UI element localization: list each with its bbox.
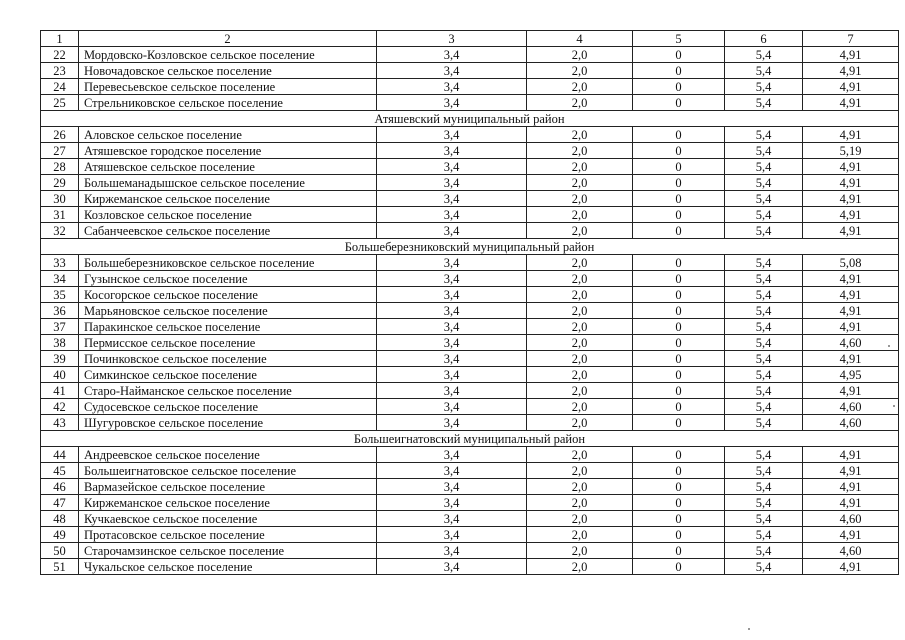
scan-speck bbox=[748, 628, 750, 630]
settlement-name: Шугуровское сельское поселение bbox=[79, 415, 377, 431]
col-3-value: 3,4 bbox=[377, 383, 527, 399]
settlement-name: Старо-Найманское сельское поселение bbox=[79, 383, 377, 399]
col-7-value: 4,91 bbox=[803, 495, 899, 511]
table-row bbox=[41, 287, 899, 303]
col-5-value: 0 bbox=[633, 319, 725, 335]
col-7-value: 4,91 bbox=[803, 463, 899, 479]
col-5-value: 0 bbox=[633, 223, 725, 239]
table-header bbox=[41, 31, 899, 47]
settlements-table bbox=[40, 30, 899, 575]
col-3-value: 3,4 bbox=[377, 191, 527, 207]
col-3-value: 3,4 bbox=[377, 447, 527, 463]
col-5-value: 0 bbox=[633, 415, 725, 431]
col-6-value: 5,4 bbox=[725, 79, 803, 95]
col-6-value: 5,4 bbox=[725, 175, 803, 191]
row-number: 26 bbox=[41, 127, 79, 143]
col-7-value: 4,91 bbox=[803, 175, 899, 191]
section-row bbox=[41, 239, 899, 255]
col-3-value: 3,4 bbox=[377, 255, 527, 271]
col-4-value: 2,0 bbox=[527, 271, 633, 287]
col-4-value: 2,0 bbox=[527, 447, 633, 463]
row-number: 25 bbox=[41, 95, 79, 111]
col-3-value: 3,4 bbox=[377, 79, 527, 95]
col-4-value: 2,0 bbox=[527, 143, 633, 159]
row-number: 49 bbox=[41, 527, 79, 543]
col-3-value: 3,4 bbox=[377, 143, 527, 159]
col-3-value: 3,4 bbox=[377, 271, 527, 287]
col-4-value: 2,0 bbox=[527, 223, 633, 239]
col-4-value: 2,0 bbox=[527, 463, 633, 479]
row-number: 40 bbox=[41, 367, 79, 383]
row-number: 37 bbox=[41, 319, 79, 335]
settlement-name: Починковское сельское поселение bbox=[79, 351, 377, 367]
col-4-value: 2,0 bbox=[527, 287, 633, 303]
settlement-name: Новочадовское сельское поселение bbox=[79, 63, 377, 79]
col-7-value: 4,91 bbox=[803, 47, 899, 63]
header-col-7: 7 bbox=[803, 31, 899, 47]
col-7-value: 4,91 bbox=[803, 207, 899, 223]
col-3-value: 3,4 bbox=[377, 63, 527, 79]
col-5-value: 0 bbox=[633, 63, 725, 79]
col-5-value: 0 bbox=[633, 143, 725, 159]
col-7-value: 4,60 bbox=[803, 335, 899, 351]
col-3-value: 3,4 bbox=[377, 463, 527, 479]
col-4-value: 2,0 bbox=[527, 175, 633, 191]
col-3-value: 3,4 bbox=[377, 303, 527, 319]
col-7-value: 4,91 bbox=[803, 319, 899, 335]
col-7-value: 4,91 bbox=[803, 271, 899, 287]
col-6-value: 5,4 bbox=[725, 367, 803, 383]
scan-speck bbox=[893, 405, 895, 407]
settlement-name: Старочамзинское сельское поселение bbox=[79, 543, 377, 559]
header-col-6: 6 bbox=[725, 31, 803, 47]
col-6-value: 5,4 bbox=[725, 479, 803, 495]
col-4-value: 2,0 bbox=[527, 127, 633, 143]
table-row bbox=[41, 271, 899, 287]
col-7-value: 4,60 bbox=[803, 511, 899, 527]
scan-speck bbox=[888, 345, 890, 347]
col-6-value: 5,4 bbox=[725, 399, 803, 415]
col-4-value: 2,0 bbox=[527, 303, 633, 319]
col-6-value: 5,4 bbox=[725, 319, 803, 335]
col-4-value: 2,0 bbox=[527, 191, 633, 207]
col-3-value: 3,4 bbox=[377, 287, 527, 303]
col-4-value: 2,0 bbox=[527, 367, 633, 383]
table-row bbox=[41, 463, 899, 479]
table-body bbox=[41, 47, 899, 575]
col-5-value: 0 bbox=[633, 383, 725, 399]
row-number: 38 bbox=[41, 335, 79, 351]
row-number: 33 bbox=[41, 255, 79, 271]
col-3-value: 3,4 bbox=[377, 127, 527, 143]
col-5-value: 0 bbox=[633, 367, 725, 383]
col-5-value: 0 bbox=[633, 271, 725, 287]
col-7-value: 4,95 bbox=[803, 367, 899, 383]
col-5-value: 0 bbox=[633, 79, 725, 95]
table-row bbox=[41, 79, 899, 95]
row-number: 29 bbox=[41, 175, 79, 191]
col-5-value: 0 bbox=[633, 399, 725, 415]
settlement-name: Атяшевское сельское поселение bbox=[79, 159, 377, 175]
row-number: 30 bbox=[41, 191, 79, 207]
settlement-name: Кучкаевское сельское поселение bbox=[79, 511, 377, 527]
col-6-value: 5,4 bbox=[725, 191, 803, 207]
settlement-name: Косогорское сельское поселение bbox=[79, 287, 377, 303]
col-5-value: 0 bbox=[633, 511, 725, 527]
table-row bbox=[41, 495, 899, 511]
settlement-name: Перевесьевское сельское поселение bbox=[79, 79, 377, 95]
table-row bbox=[41, 255, 899, 271]
district-title: Большеберезниковский муниципальный район bbox=[41, 239, 899, 255]
col-7-value: 4,60 bbox=[803, 543, 899, 559]
row-number: 50 bbox=[41, 543, 79, 559]
col-4-value: 2,0 bbox=[527, 255, 633, 271]
col-4-value: 2,0 bbox=[527, 47, 633, 63]
table-row bbox=[41, 351, 899, 367]
col-7-value: 4,91 bbox=[803, 351, 899, 367]
header-col-2: 2 bbox=[79, 31, 377, 47]
col-5-value: 0 bbox=[633, 255, 725, 271]
col-5-value: 0 bbox=[633, 95, 725, 111]
district-title: Атяшевский муниципальный район bbox=[41, 111, 899, 127]
row-number: 47 bbox=[41, 495, 79, 511]
col-4-value: 2,0 bbox=[527, 511, 633, 527]
col-5-value: 0 bbox=[633, 543, 725, 559]
row-number: 45 bbox=[41, 463, 79, 479]
col-6-value: 5,4 bbox=[725, 447, 803, 463]
col-5-value: 0 bbox=[633, 303, 725, 319]
table-row bbox=[41, 383, 899, 399]
table-row bbox=[41, 335, 899, 351]
settlement-name: Аловское сельское поселение bbox=[79, 127, 377, 143]
col-6-value: 5,4 bbox=[725, 543, 803, 559]
col-6-value: 5,4 bbox=[725, 223, 803, 239]
col-5-value: 0 bbox=[633, 127, 725, 143]
col-4-value: 2,0 bbox=[527, 415, 633, 431]
col-5-value: 0 bbox=[633, 559, 725, 575]
row-number: 27 bbox=[41, 143, 79, 159]
settlement-name: Большеигнатовское сельское поселение bbox=[79, 463, 377, 479]
table-row bbox=[41, 223, 899, 239]
col-6-value: 5,4 bbox=[725, 255, 803, 271]
district-title: Большеигнатовский муниципальный район bbox=[41, 431, 899, 447]
col-4-value: 2,0 bbox=[527, 559, 633, 575]
col-3-value: 3,4 bbox=[377, 95, 527, 111]
table-row bbox=[41, 207, 899, 223]
col-4-value: 2,0 bbox=[527, 95, 633, 111]
col-7-value: 5,19 bbox=[803, 143, 899, 159]
col-3-value: 3,4 bbox=[377, 47, 527, 63]
settlement-name: Симкинское сельское поселение bbox=[79, 367, 377, 383]
col-3-value: 3,4 bbox=[377, 527, 527, 543]
col-7-value: 4,91 bbox=[803, 383, 899, 399]
section-row bbox=[41, 431, 899, 447]
col-3-value: 3,4 bbox=[377, 159, 527, 175]
col-6-value: 5,4 bbox=[725, 495, 803, 511]
row-number: 46 bbox=[41, 479, 79, 495]
col-6-value: 5,4 bbox=[725, 527, 803, 543]
settlement-name: Паракинское сельское поселение bbox=[79, 319, 377, 335]
col-6-value: 5,4 bbox=[725, 271, 803, 287]
settlement-name: Андреевское сельское поселение bbox=[79, 447, 377, 463]
settlement-name: Мордовско-Козловское сельское поселение bbox=[79, 47, 377, 63]
col-4-value: 2,0 bbox=[527, 159, 633, 175]
col-5-value: 0 bbox=[633, 351, 725, 367]
settlement-name: Киржеманское сельское поселение bbox=[79, 495, 377, 511]
col-7-value: 4,91 bbox=[803, 63, 899, 79]
col-5-value: 0 bbox=[633, 207, 725, 223]
col-6-value: 5,4 bbox=[725, 159, 803, 175]
row-number: 51 bbox=[41, 559, 79, 575]
table-row bbox=[41, 63, 899, 79]
col-6-value: 5,4 bbox=[725, 383, 803, 399]
col-4-value: 2,0 bbox=[527, 79, 633, 95]
settlement-name: Марьяновское сельское поселение bbox=[79, 303, 377, 319]
col-6-value: 5,4 bbox=[725, 127, 803, 143]
col-4-value: 2,0 bbox=[527, 351, 633, 367]
col-7-value: 4,60 bbox=[803, 415, 899, 431]
col-5-value: 0 bbox=[633, 447, 725, 463]
col-3-value: 3,4 bbox=[377, 415, 527, 431]
settlement-name: Козловское сельское поселение bbox=[79, 207, 377, 223]
settlement-name: Киржеманское сельское поселение bbox=[79, 191, 377, 207]
table-row bbox=[41, 127, 899, 143]
table-row bbox=[41, 511, 899, 527]
col-3-value: 3,4 bbox=[377, 207, 527, 223]
table-row bbox=[41, 447, 899, 463]
table-row bbox=[41, 559, 899, 575]
col-6-value: 5,4 bbox=[725, 351, 803, 367]
col-5-value: 0 bbox=[633, 479, 725, 495]
table-row bbox=[41, 159, 899, 175]
col-5-value: 0 bbox=[633, 463, 725, 479]
col-3-value: 3,4 bbox=[377, 399, 527, 415]
header-col-3: 3 bbox=[377, 31, 527, 47]
col-6-value: 5,4 bbox=[725, 335, 803, 351]
row-number: 41 bbox=[41, 383, 79, 399]
settlement-name: Вармазейское сельское поселение bbox=[79, 479, 377, 495]
col-6-value: 5,4 bbox=[725, 415, 803, 431]
table-row bbox=[41, 47, 899, 63]
section-row bbox=[41, 111, 899, 127]
table-row bbox=[41, 399, 899, 415]
settlement-name: Сабанчеевское сельское поселение bbox=[79, 223, 377, 239]
col-6-value: 5,4 bbox=[725, 47, 803, 63]
col-3-value: 3,4 bbox=[377, 223, 527, 239]
col-5-value: 0 bbox=[633, 287, 725, 303]
row-number: 28 bbox=[41, 159, 79, 175]
col-7-value: 4,91 bbox=[803, 287, 899, 303]
col-4-value: 2,0 bbox=[527, 399, 633, 415]
col-5-value: 0 bbox=[633, 191, 725, 207]
col-4-value: 2,0 bbox=[527, 479, 633, 495]
col-3-value: 3,4 bbox=[377, 511, 527, 527]
settlement-name: Стрельниковское сельское поселение bbox=[79, 95, 377, 111]
settlement-name: Судосевское сельское поселение bbox=[79, 399, 377, 415]
col-6-value: 5,4 bbox=[725, 207, 803, 223]
col-7-value: 4,91 bbox=[803, 559, 899, 575]
header-col-5: 5 bbox=[633, 31, 725, 47]
table-row bbox=[41, 191, 899, 207]
row-number: 24 bbox=[41, 79, 79, 95]
row-number: 35 bbox=[41, 287, 79, 303]
row-number: 22 bbox=[41, 47, 79, 63]
row-number: 48 bbox=[41, 511, 79, 527]
table-row bbox=[41, 415, 899, 431]
col-4-value: 2,0 bbox=[527, 319, 633, 335]
col-7-value: 4,91 bbox=[803, 159, 899, 175]
row-number: 23 bbox=[41, 63, 79, 79]
table-row bbox=[41, 143, 899, 159]
settlement-name: Атяшевское городское поселение bbox=[79, 143, 377, 159]
col-7-value: 4,91 bbox=[803, 223, 899, 239]
row-number: 32 bbox=[41, 223, 79, 239]
settlement-name: Большеманадышское сельское поселение bbox=[79, 175, 377, 191]
row-number: 39 bbox=[41, 351, 79, 367]
col-5-value: 0 bbox=[633, 47, 725, 63]
col-4-value: 2,0 bbox=[527, 63, 633, 79]
header-row bbox=[41, 31, 899, 47]
col-7-value: 4,91 bbox=[803, 527, 899, 543]
row-number: 34 bbox=[41, 271, 79, 287]
col-5-value: 0 bbox=[633, 335, 725, 351]
col-7-value: 4,91 bbox=[803, 79, 899, 95]
row-number: 36 bbox=[41, 303, 79, 319]
settlement-name: Пермисское сельское поселение bbox=[79, 335, 377, 351]
col-7-value: 4,91 bbox=[803, 447, 899, 463]
settlement-name: Гузынское сельское поселение bbox=[79, 271, 377, 287]
col-4-value: 2,0 bbox=[527, 543, 633, 559]
col-6-value: 5,4 bbox=[725, 303, 803, 319]
settlement-name: Протасовское сельское поселение bbox=[79, 527, 377, 543]
col-6-value: 5,4 bbox=[725, 463, 803, 479]
col-3-value: 3,4 bbox=[377, 367, 527, 383]
header-col-4: 4 bbox=[527, 31, 633, 47]
col-6-value: 5,4 bbox=[725, 95, 803, 111]
col-7-value: 4,91 bbox=[803, 95, 899, 111]
settlement-name: Чукальское сельское поселение bbox=[79, 559, 377, 575]
col-7-value: 4,91 bbox=[803, 127, 899, 143]
col-6-value: 5,4 bbox=[725, 143, 803, 159]
row-number: 42 bbox=[41, 399, 79, 415]
table-row bbox=[41, 367, 899, 383]
col-5-value: 0 bbox=[633, 159, 725, 175]
table-row bbox=[41, 527, 899, 543]
col-4-value: 2,0 bbox=[527, 383, 633, 399]
col-7-value: 5,08 bbox=[803, 255, 899, 271]
table-row bbox=[41, 543, 899, 559]
settlement-name: Большеберезниковское сельское поселение bbox=[79, 255, 377, 271]
col-5-value: 0 bbox=[633, 175, 725, 191]
table-row bbox=[41, 319, 899, 335]
col-3-value: 3,4 bbox=[377, 351, 527, 367]
col-3-value: 3,4 bbox=[377, 559, 527, 575]
col-4-value: 2,0 bbox=[527, 527, 633, 543]
col-7-value: 4,91 bbox=[803, 191, 899, 207]
row-number: 31 bbox=[41, 207, 79, 223]
table-row bbox=[41, 303, 899, 319]
col-6-value: 5,4 bbox=[725, 559, 803, 575]
col-4-value: 2,0 bbox=[527, 495, 633, 511]
col-6-value: 5,4 bbox=[725, 511, 803, 527]
row-number: 43 bbox=[41, 415, 79, 431]
col-3-value: 3,4 bbox=[377, 479, 527, 495]
row-number: 44 bbox=[41, 447, 79, 463]
col-4-value: 2,0 bbox=[527, 207, 633, 223]
col-7-value: 4,60 bbox=[803, 399, 899, 415]
table-row bbox=[41, 95, 899, 111]
col-5-value: 0 bbox=[633, 527, 725, 543]
header-col-1: 1 bbox=[41, 31, 79, 47]
col-7-value: 4,91 bbox=[803, 479, 899, 495]
col-3-value: 3,4 bbox=[377, 335, 527, 351]
col-3-value: 3,4 bbox=[377, 319, 527, 335]
col-6-value: 5,4 bbox=[725, 287, 803, 303]
table-row bbox=[41, 175, 899, 191]
col-7-value: 4,91 bbox=[803, 303, 899, 319]
col-6-value: 5,4 bbox=[725, 63, 803, 79]
col-3-value: 3,4 bbox=[377, 175, 527, 191]
col-4-value: 2,0 bbox=[527, 335, 633, 351]
col-3-value: 3,4 bbox=[377, 495, 527, 511]
table-row bbox=[41, 479, 899, 495]
col-3-value: 3,4 bbox=[377, 543, 527, 559]
col-5-value: 0 bbox=[633, 495, 725, 511]
